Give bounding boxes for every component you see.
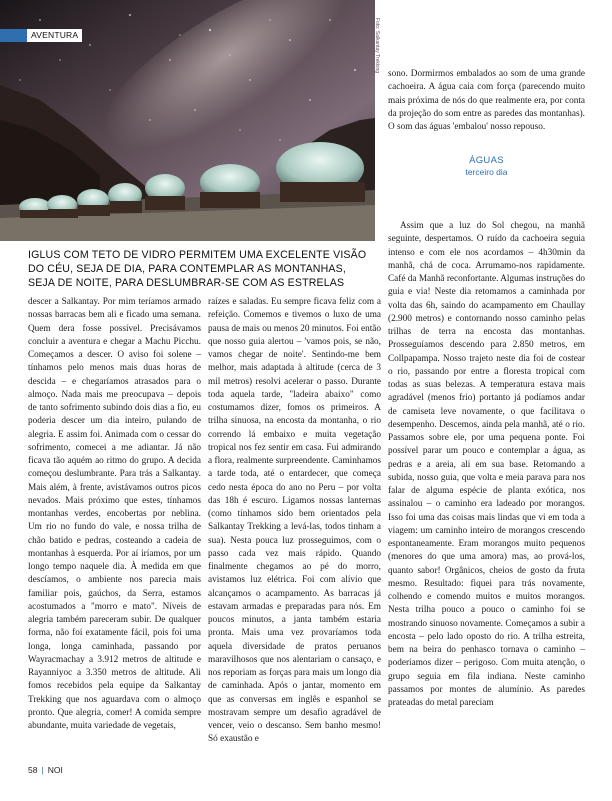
paragraph: Assim que a luz do Sol chegou, na manhã seguinte, despertamos. O ruído da cachoeira seguia intenso e com ele nos acordamos – 4h30min da manhã, chá de coca. Arrumamo-nos rapidamente. Café da Manhã reconfortante. Algumas instruções do guia e via! Neste dia retomamos a caminhada por volta das 6h, saindo do acampamento em Chaullay (2.900 metros) e contornando nosso caminho pelas trilhas de terra na encosta das montanhas. Prosseguíamos descendo para 2.850 metros, em Collpapampa. Nosso trajeto neste dia foi de costear o rio, passando por entre a floresta tropical com todas as suas belezas. A temperatura estava mais agradável (menos frio) portanto já podíamos andar de camiseta leve novamente, o que facilitava o desempenho. Descemos, ainda pela manhã, até o rio. Passamos sobre ele, por uma pequena ponte. Foi possível parar um pouco e contemplar a água, as pedras e a areia, ali em sua base. Retomando a subida, nosso guia, que volta e meia parava para nos falar de alguma espécie de planta exótica, nos assinalou – o caminho era ladeado por morangos. Isso foi uma das coisas mais lindas que vi em toda a viagem: um caminho inteiro de morangos crescendo espontaneamente. Eram morangos muito pequenos (menores do que uma amora) mas, ao prová-los, quanto sabor! Orgânicos, cheios de gosto da fruta mesmo. Resultado: fiquei para trás novamente, colhendo e comendo muitos e muitos morangos. Nesta trilha pouco a pouco o caminho foi se mostrando sinuoso novamente. Começamos a subir a encosta – pelo lado oposto do rio. A trilha estreita, bem na beira do penhasco tornava o caminho – poderíamos dizer – perigoso. Com muita atenção, o grupo seguia em fila indiana. Neste caminho passamos por montes de alumínio. As paredes prateadas do metal pareciam <box>388 221 586 708</box>
section-tag <box>0 29 82 42</box>
article-column-1 <box>28 296 201 733</box>
article-column-right-top <box>388 68 585 134</box>
subhead-subtitle: terceiro dia <box>465 167 508 177</box>
magazine-name: NOI <box>47 765 63 775</box>
paragraph: sono. Dormirmos embalados ao som de uma grande cachoeira. A água caia com força (parecendo muito mais próxima de nós do que realmente era, por conta da projeção do som entre as paredes das montanhas). O som das águas 'embalou' nosso repouso. <box>388 69 585 132</box>
photo-credit: Foto: Salkantay Trekking <box>374 18 380 74</box>
article-column-right-bottom <box>388 220 585 710</box>
section-label: AVENTURA <box>27 29 82 42</box>
subhead-title: ÁGUAS <box>469 155 504 166</box>
footer-separator: | <box>41 765 44 775</box>
paragraph: raízes e saladas. Eu sempre ficava feliz com a refeição. Comemos e tivemos o luxo de uma pausa de mais ou menos 20 minutos. Foi então que nosso guia alertou – 'vamos pois, se não, vamos chegar de noite'. Sentindo-me bem melhor, mais adaptada à altitude (cerca de 3 mil metros) resolvi acelerar o passo. Durante toda aquela tarde, "ladeira abaixo" como costumamos dizer, fomos os primeiros. A trilha sinuosa, na encosta da montanha, o rio correndo lá embaixo e muita vegetação tropical nos fez sentir em casa. Fui admirando a flora, realmente surpreendente. Caminhamos a tarde toda, até o entardecer, que começa cedo nesta época do ano no Peru – por volta das 18h é escuro. Ligamos nossas lanternas (como tínhamos sido bem orientados pela Salkantay Trekking a levá-las, todos tinham a sua). Nesta pouca luz prosseguimos, com o passo cada vez mais rápido. Quando finalmente chegamos ao pé do morro, avistamos luz elétrica. Foi com alívio que alcançamos o acampamento. As barracas já estavam armadas e preparadas para nós. Em poucos minutos, a janta também estaria pronta. Mais uma vez provaríamos toda aquela diversidade de pratos peruanos maravilhosos que nos alentariam o cansaço, e nos reporiam as forças para mais um longo dia de caminhada. Após o jantar, momento em que as conversas em inglês e espanhol se mostravam sempre um desafio agradável de vencer, veio o descanso. Sem banho mesmo! Só exaustão e <box>208 297 381 745</box>
article-column-2 <box>208 296 381 747</box>
page-footer <box>28 765 63 775</box>
section-accent-bar <box>0 29 27 42</box>
page-number: 58 <box>28 765 38 775</box>
photo-caption: IGLUS COM TETO DE VIDRO PERMITEM UMA EXCELENTE VISÃO DO CÉU, SEJA DE DIA, PARA CONTEMPLAR AS MONTANHAS, SEJA DE NOITE, PARA DESLUMBRAR-SE COM AS ESTRELAS <box>28 249 367 289</box>
paragraph: descer a Salkantay. Por mim teríamos armado nossas barracas bem ali e ficado uma semana. Quem dera fosse possível. Precisávamos concluir a aventura e chegar a Machu Picchu. Começamos a descer. O aviso foi solene – tínhamos pelo menos mais duas horas de descida – e chegaríamos atrasados para o almoço. Nada mais me preocupava – depois de tanto sofrimento subindo dois dias a fio, eu poderia descer um dia inteiro, pulando de alegria. E assim foi. Animada com o cessar do sofrimento, comecei a me adiantar. Já não ficava tão aquém ao ritmo do grupo. A decida começou deslumbrante. Para trás a Salkantay. Mais além, à frente, avistávamos outros picos nevados. Mais próximo que estes, tínhamos montanhas verdes, encobertas por neblina. Um rio no fundo do vale, e nossa trilha de chão batido e pedras, costeando a cadeia de montanhas à esquerda. Por aí iríamos, por um longo tempo naquele dia. À medida em que descíamos, o ambiente nos parecia mais familiar pois, gaúchos, da Serra, estamos acostumados a "morro e mato". Níveis de alegria também pareceram subir. De qualquer forma, não foi exatamente fácil, pois foi uma longa, longa caminhada, passando por Wayracmachay a 3.912 metros de altitude e Rayanniyoc a 3.350 metros de altitude. Ali fomos recebidos pela equipe da Salkantay Trekking que nos aguardava com o almoço pronto. Que alegria, comer! A comida sempre abundante, muita variedade de vegetais, <box>28 297 201 731</box>
